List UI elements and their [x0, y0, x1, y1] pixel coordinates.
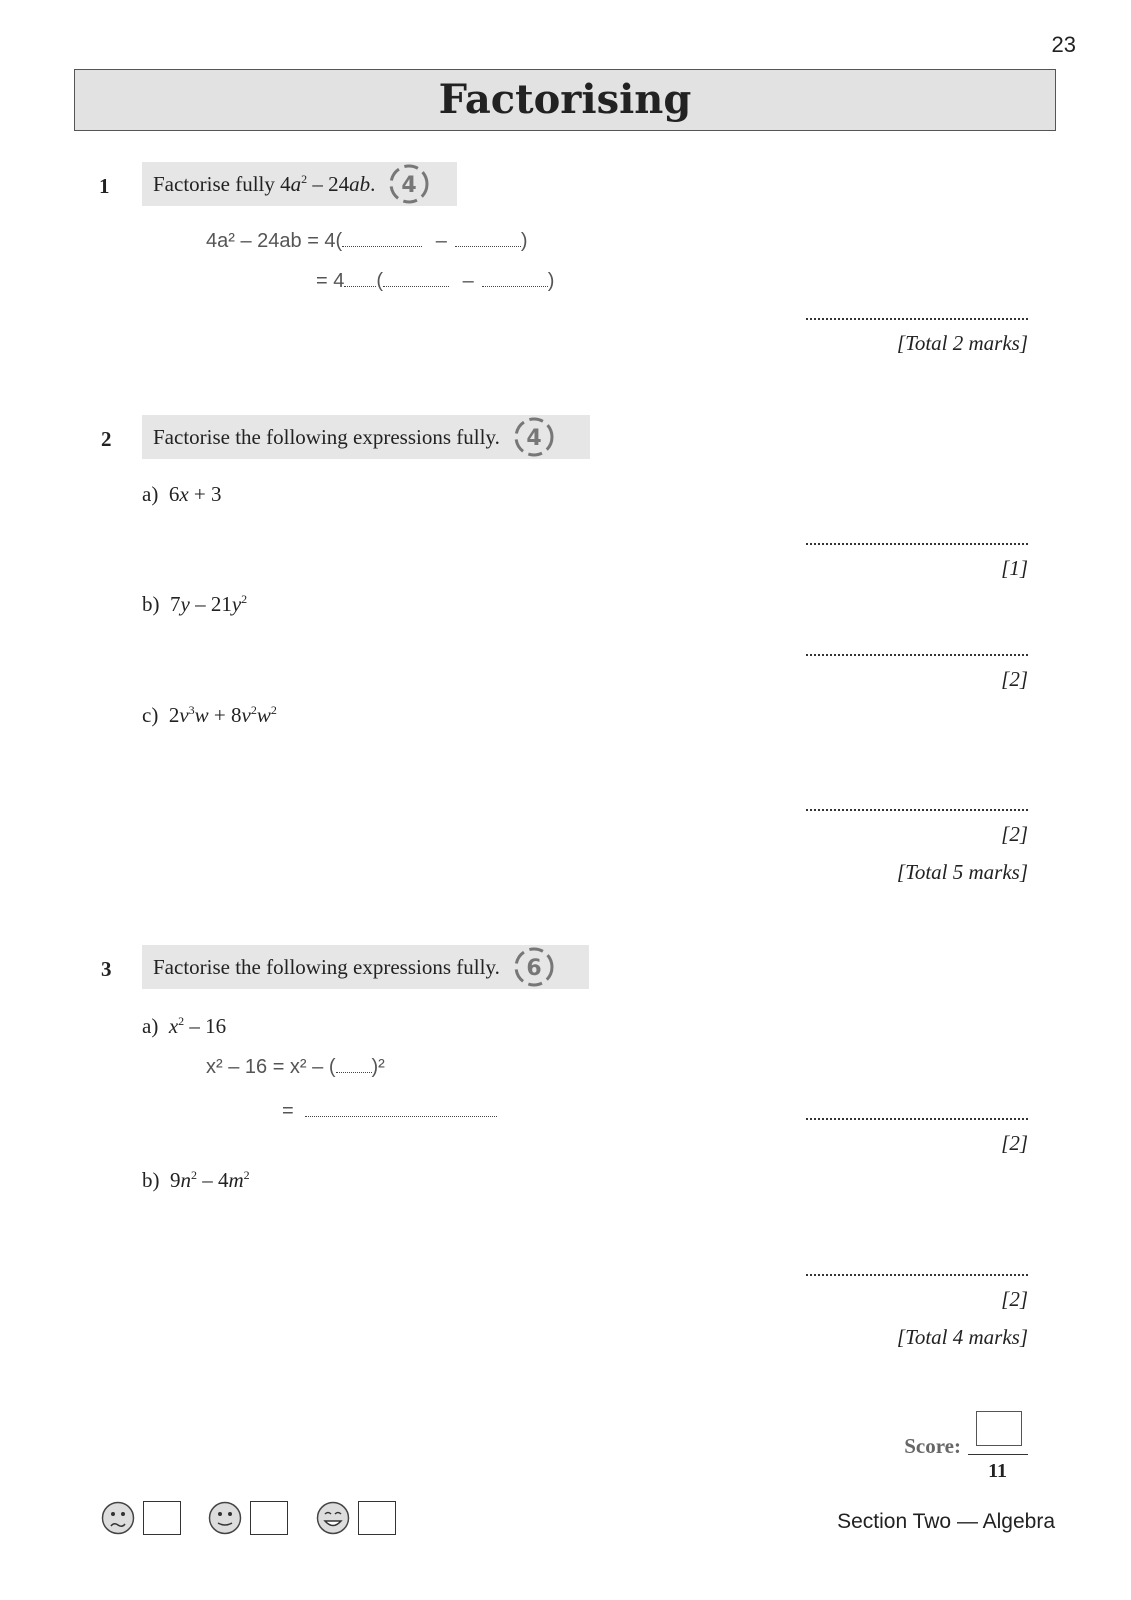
- page-title: Factorising: [438, 76, 692, 123]
- blank: [383, 272, 449, 287]
- neutral-checkbox[interactable]: [250, 1501, 288, 1535]
- question-2-total-marks: [Total 5 marks]: [896, 860, 1028, 884]
- question-1-answer-line[interactable]: [806, 318, 1028, 320]
- happy-face-icon: [316, 1501, 350, 1535]
- question-3b-answer-line[interactable]: [806, 1274, 1028, 1276]
- title-bar: [74, 69, 1056, 131]
- question-1-prompt-box: [142, 162, 457, 206]
- page-number: 23: [1051, 32, 1076, 57]
- question-3a-working-line-2: =: [282, 1100, 497, 1123]
- score-label: Score:: [904, 1434, 961, 1458]
- question-3a-working-line-1: x² – 16 = x² – ( )²: [206, 1056, 385, 1078]
- svg-text:4: 4: [401, 173, 418, 198]
- question-2-number: 2: [101, 427, 112, 451]
- question-1-marks: [Total 2 marks]: [896, 331, 1028, 355]
- question-3a: a) $x^2 - 16$: [142, 1014, 227, 1038]
- question-2-prompt: Factorise the following expressions fully.: [153, 424, 500, 449]
- question-3-total-marks: [Total 4 marks]: [896, 1325, 1028, 1349]
- question-2b-answer-line[interactable]: [806, 654, 1028, 656]
- sad-checkbox[interactable]: [143, 1501, 181, 1535]
- blank: [342, 232, 422, 247]
- blank: [336, 1058, 372, 1073]
- grade-6-icon: [508, 942, 560, 992]
- footer-section-title: Section Two — Algebra: [837, 1510, 1055, 1533]
- question-2-prompt-box: [142, 415, 590, 459]
- grade-4-icon: [383, 159, 435, 209]
- svg-text:4: 4: [526, 426, 542, 451]
- question-2c-marks: [2]: [1001, 822, 1028, 846]
- question-3-prompt: Factorise the following expressions fully.: [153, 954, 500, 979]
- blank: [344, 272, 376, 287]
- question-3a-marks: [2]: [1001, 1131, 1028, 1155]
- question-2a-answer-line[interactable]: [806, 543, 1028, 545]
- question-3-prompt-box: [142, 945, 589, 989]
- question-2b: b) $7y - 21y^2$: [142, 592, 248, 616]
- neutral-face-icon: [208, 1501, 242, 1535]
- question-3b: b) $9n^2 - 4m^2$: [142, 1168, 250, 1192]
- blank: [455, 232, 521, 247]
- svg-text:6: 6: [526, 956, 542, 981]
- question-2a: a) 6x + 3: [142, 482, 222, 506]
- question-3-number: 3: [101, 957, 112, 981]
- blank: [305, 1102, 497, 1117]
- blank: [482, 272, 548, 287]
- question-3b-marks: [2]: [1001, 1287, 1028, 1311]
- grade-4-icon: [508, 412, 560, 462]
- question-2b-marks: [2]: [1001, 667, 1028, 691]
- score-fraction-line: [968, 1454, 1028, 1455]
- score-total: 11: [988, 1460, 1007, 1482]
- question-2a-marks: [1]: [1001, 556, 1028, 580]
- sad-face-icon: [101, 1501, 135, 1535]
- happy-checkbox[interactable]: [358, 1501, 396, 1535]
- question-1-working-line-2: = 4 ( – ): [316, 270, 555, 292]
- question-2c: c) $2v^3w + 8v^2w^2$: [142, 703, 277, 727]
- question-1-prompt: Factorise fully $4a^2 - 24ab$.: [153, 171, 376, 196]
- question-1-working-line-1: 4a² – 24ab = 4( – ): [206, 230, 528, 252]
- question-3a-answer-line[interactable]: [806, 1118, 1028, 1120]
- score-input-box[interactable]: [976, 1411, 1022, 1446]
- question-2c-answer-line[interactable]: [806, 809, 1028, 811]
- question-1-number: 1: [99, 174, 110, 198]
